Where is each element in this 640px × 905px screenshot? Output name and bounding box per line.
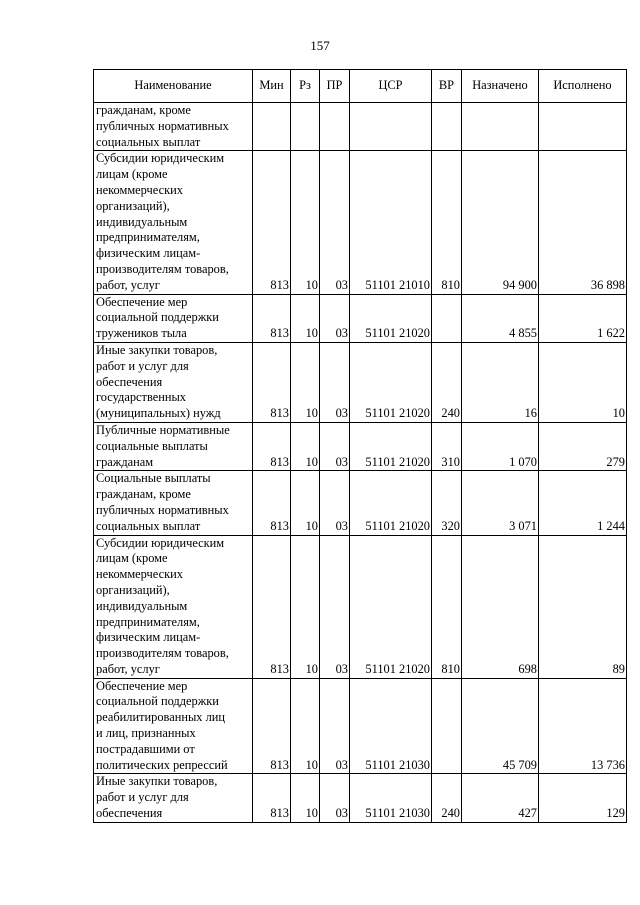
cell-assigned: 16 <box>462 342 539 422</box>
cell-executed: 13 736 <box>539 678 627 774</box>
cell-min <box>253 103 291 151</box>
table-row <box>94 422 627 470</box>
cell-min: 813 <box>253 774 291 822</box>
cell-vr: 810 <box>432 151 462 294</box>
cell-min: 813 <box>253 535 291 678</box>
cell-rz <box>291 103 320 151</box>
cell-pr: 03 <box>320 678 350 774</box>
cell-name: Публичные нормативные социальные выплаты гражданам <box>94 422 253 470</box>
cell-rz: 10 <box>291 471 320 535</box>
cell-executed: 279 <box>539 422 627 470</box>
table-row <box>94 678 627 774</box>
header-csr: ЦСР <box>350 70 432 103</box>
cell-min: 813 <box>253 422 291 470</box>
cell-csr: 51101 21020 <box>350 294 432 342</box>
cell-csr <box>350 103 432 151</box>
cell-executed: 10 <box>539 342 627 422</box>
cell-min: 813 <box>253 342 291 422</box>
cell-csr: 51101 21030 <box>350 678 432 774</box>
cell-csr: 51101 21020 <box>350 471 432 535</box>
header-vr: ВР <box>432 70 462 103</box>
cell-pr: 03 <box>320 151 350 294</box>
cell-name: Субсидии юридическим лицам (кроме некоммерческих организаций), индивидуальным предпринимателям, физическим лицам- производителям товаров, работ, услуг <box>94 535 253 678</box>
header-pr: ПР <box>320 70 350 103</box>
cell-executed: 36 898 <box>539 151 627 294</box>
cell-executed: 1 244 <box>539 471 627 535</box>
cell-executed: 1 622 <box>539 294 627 342</box>
header-name: Наименование <box>94 70 253 103</box>
cell-vr: 310 <box>432 422 462 470</box>
table-row <box>94 342 627 422</box>
cell-name: Обеспечение мер социальной поддержки тружеников тыла <box>94 294 253 342</box>
table-body <box>94 103 627 823</box>
cell-rz: 10 <box>291 422 320 470</box>
header-executed: Исполнено <box>539 70 627 103</box>
cell-assigned: 698 <box>462 535 539 678</box>
cell-executed <box>539 103 627 151</box>
cell-rz: 10 <box>291 294 320 342</box>
cell-executed: 129 <box>539 774 627 822</box>
table-header-row <box>94 70 627 103</box>
table-row <box>94 774 627 822</box>
cell-pr: 03 <box>320 422 350 470</box>
table-row <box>94 471 627 535</box>
cell-pr: 03 <box>320 342 350 422</box>
cell-assigned: 1 070 <box>462 422 539 470</box>
cell-vr <box>432 678 462 774</box>
header-rz: Рз <box>291 70 320 103</box>
cell-rz: 10 <box>291 774 320 822</box>
cell-name: Обеспечение мер социальной поддержки реабилитированных лиц и лиц, признанных пострадавшими от политических репрессий <box>94 678 253 774</box>
cell-csr: 51101 21020 <box>350 535 432 678</box>
cell-vr: 810 <box>432 535 462 678</box>
header-assigned: Назначено <box>462 70 539 103</box>
cell-csr: 51101 21030 <box>350 774 432 822</box>
table-row <box>94 294 627 342</box>
table-row <box>94 103 627 151</box>
cell-rz: 10 <box>291 342 320 422</box>
cell-csr: 51101 21010 <box>350 151 432 294</box>
cell-csr: 51101 21020 <box>350 422 432 470</box>
cell-pr: 03 <box>320 774 350 822</box>
cell-min: 813 <box>253 151 291 294</box>
cell-assigned: 45 709 <box>462 678 539 774</box>
cell-assigned <box>462 103 539 151</box>
cell-vr: 320 <box>432 471 462 535</box>
cell-assigned: 94 900 <box>462 151 539 294</box>
cell-min: 813 <box>253 294 291 342</box>
cell-min: 813 <box>253 678 291 774</box>
cell-pr: 03 <box>320 471 350 535</box>
header-min: Мин <box>253 70 291 103</box>
cell-assigned: 4 855 <box>462 294 539 342</box>
table-row <box>94 151 627 294</box>
budget-table <box>93 69 627 823</box>
cell-vr <box>432 103 462 151</box>
cell-name: гражданам, кроме публичных нормативных социальных выплат <box>94 103 253 151</box>
cell-min: 813 <box>253 471 291 535</box>
cell-vr: 240 <box>432 342 462 422</box>
cell-name: Социальные выплаты гражданам, кроме публичных нормативных социальных выплат <box>94 471 253 535</box>
table-row <box>94 535 627 678</box>
cell-pr: 03 <box>320 294 350 342</box>
cell-pr: 03 <box>320 535 350 678</box>
cell-vr <box>432 294 462 342</box>
cell-executed: 89 <box>539 535 627 678</box>
cell-vr: 240 <box>432 774 462 822</box>
cell-rz: 10 <box>291 151 320 294</box>
cell-assigned: 3 071 <box>462 471 539 535</box>
cell-name: Иные закупки товаров, работ и услуг для обеспечения государственных (муниципальных) нужд <box>94 342 253 422</box>
cell-pr <box>320 103 350 151</box>
cell-csr: 51101 21020 <box>350 342 432 422</box>
cell-rz: 10 <box>291 535 320 678</box>
cell-assigned: 427 <box>462 774 539 822</box>
cell-name: Субсидии юридическим лицам (кроме некоммерческих организаций), индивидуальным предпринимателям, физическим лицам- производителям товаров, работ, услуг <box>94 151 253 294</box>
page-number: 157 <box>310 38 330 53</box>
cell-rz: 10 <box>291 678 320 774</box>
cell-name: Иные закупки товаров, работ и услуг для обеспечения <box>94 774 253 822</box>
